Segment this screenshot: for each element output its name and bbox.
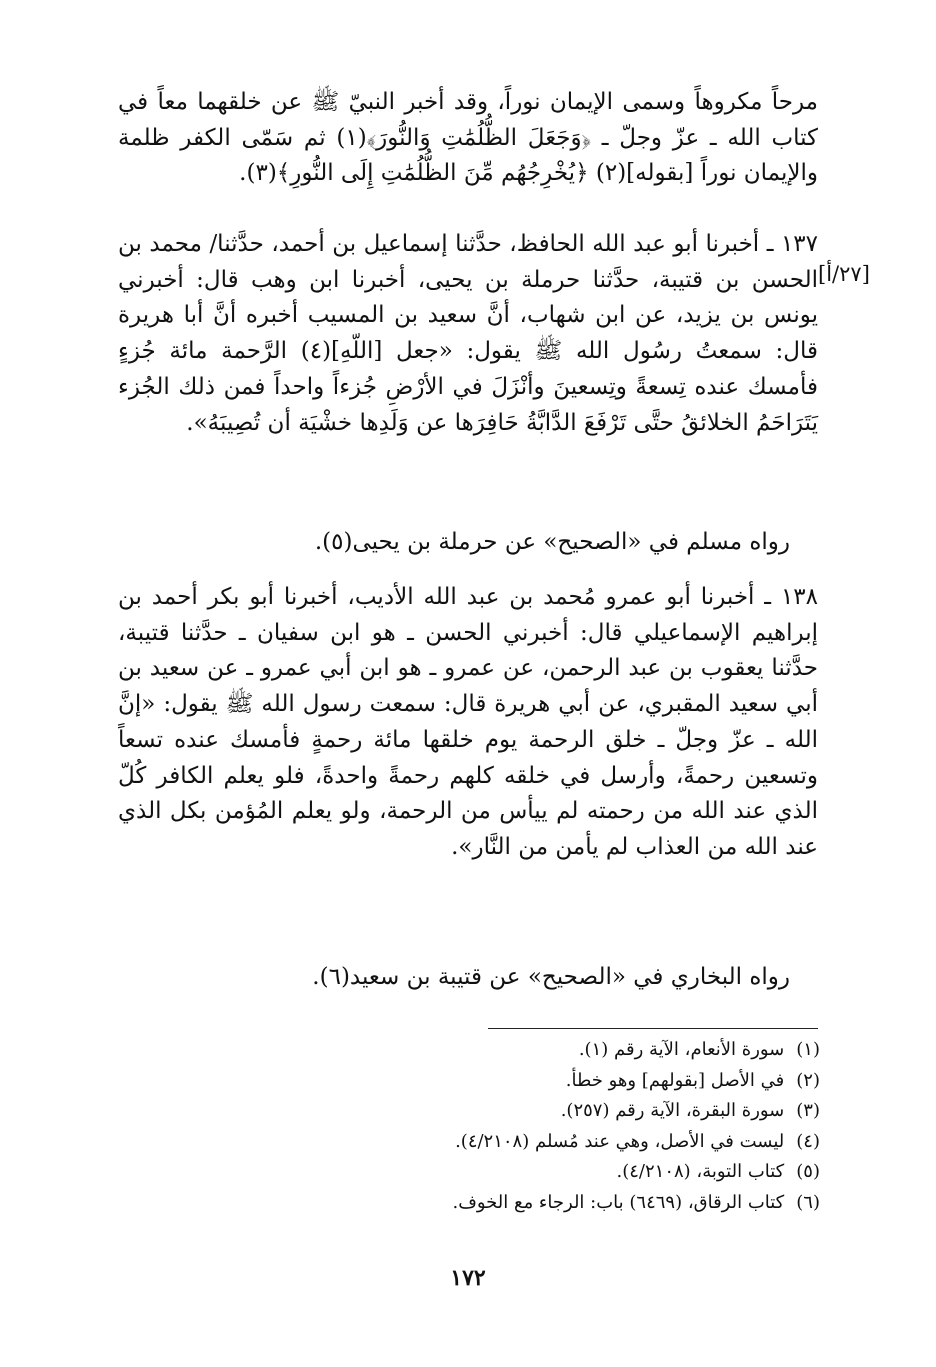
- footnote-number: (٥): [796, 1161, 820, 1182]
- footnote-item: [300, 1127, 820, 1158]
- footnote-item: [300, 1096, 820, 1127]
- footnote-number: (٦): [796, 1191, 820, 1213]
- footnote-text: سورة البقرة، الآية رقم (٢٥٧).: [560, 1100, 785, 1121]
- footnote-item: [300, 1157, 820, 1188]
- footnote-number: (٢): [796, 1069, 820, 1091]
- hadith-138: ١٣٨ ـ أخبرنا أبو عمرو مُحمد بن عبد الله الأديب، أخبرنا أبو بكر أحمد بن إبراهيم الإسماعيلي قال: أخبرني الحسن ـ هو ابن سفيان ـ حدَّثنا قتيبة، حدَّثنا يعقوب بن عبد الرحمن، عن عمرو ـ هو ابن أبي عمرو ـ عن سعيد بن أبي سعيد المقبري، عن أبي هريرة قال: سمعت رسول الله ﷺ يقول: «إنَّ الله ـ عزّ وجلّ ـ خلق الرحمة يوم خلقها مائة رحمةٍ فأمسك عنده تسعاً وتسعين رحمةً، وأرسل في خلقه كلهم رحمةً واحدةً، فلو يعلم الكافر كُلّ الذي عند الله من رحمته لم ييأس من الرحمة، ولو يعلم المُؤمن بكل الذي عند الله من العذاب لم يأمن من النَّار».: [118, 584, 818, 860]
- hadith-137: ١٣٧ ـ أخبرنا أبو عبد الله الحافظ، حدَّثنا إسماعيل بن أحمد، حدَّثنا/ محمد بن الحسن بن قتيبة، حدَّثنا حرملة بن يحيى، أخبرنا ابن وهب قال: أخبرني يونس بن يزيد، عن ابن شهاب، أنَّ سعيد بن المسيب أخبره أنَّ أبا هريرة قال: سمعتُ رسُول الله ﷺ يقول: «جعل [اللّهِ](٤) الرَّحمة مائة جُزءٍ فأمسك عنده تِسعةً وتِسعينَ وأنْزَلَ في الأرْضِ جُزءاً واحداً فمن ذلك الجُزء يَتَرَاحَمُ الخلائقُ حتَّى تَرْفَعَ الدَّابَّةُ حَافِرَها عن وَلَدِها خشْيَة أن تُصِيبَهُ».: [118, 231, 819, 436]
- narration-source-bukhari: رواه البخاري في «الصحيح» عن قتيبة بن سعيد(٦).: [312, 964, 790, 990]
- paragraph-intro: مرحاً مكروهاً وسمى الإيمان نوراً، وقد أخبر النبيّ ﷺ عن خلقهما معاً في كتاب الله ـ عزّ وجلّ ـ ﴿وَجَعَلَ الظُّلُمَٰتِ وَالنُّورَ﴾(١) ثم سَمّى الكفر ظلمة والإيمان نوراً [بقوله](٢) ﴿يُخْرِجُهُم مِّنَ الظُّلُمَٰتِ إِلَى النُّورِ﴾(٣).: [118, 89, 818, 187]
- footnote-item: [300, 1035, 820, 1066]
- narration-source-muslim: رواه مسلم في «الصحيح» عن حرملة بن يحيى(٥).: [314, 529, 790, 555]
- footnote-item: [300, 1188, 820, 1219]
- footnote-number: (٤): [796, 1130, 820, 1152]
- page-number: ١٧٢: [450, 1265, 486, 1291]
- manuscript-folio-note: [٢٧/أ]: [818, 262, 870, 286]
- footnote-number: (٣): [796, 1100, 820, 1121]
- footnote-text: كتاب التوبة، (٤/٢١٠٨).: [616, 1161, 785, 1182]
- footnote-text: كتاب الرقاق، (٦٤٦٩) باب: الرجاء مع الخوف.: [452, 1191, 785, 1213]
- footnote-item: [300, 1066, 820, 1097]
- footnote-text: ليست في الأصل، وهي عند مُسلم (٤/٢١٠٨).: [455, 1130, 785, 1152]
- footnote-number: (١): [796, 1039, 820, 1060]
- footnote-text: سورة الأنعام، الآية رقم (١).: [578, 1039, 785, 1060]
- footnote-text: في الأصل [بقولهم] وهو خطأ.: [565, 1069, 785, 1091]
- footnote-divider: [488, 1028, 818, 1029]
- footnotes: [300, 1035, 820, 1218]
